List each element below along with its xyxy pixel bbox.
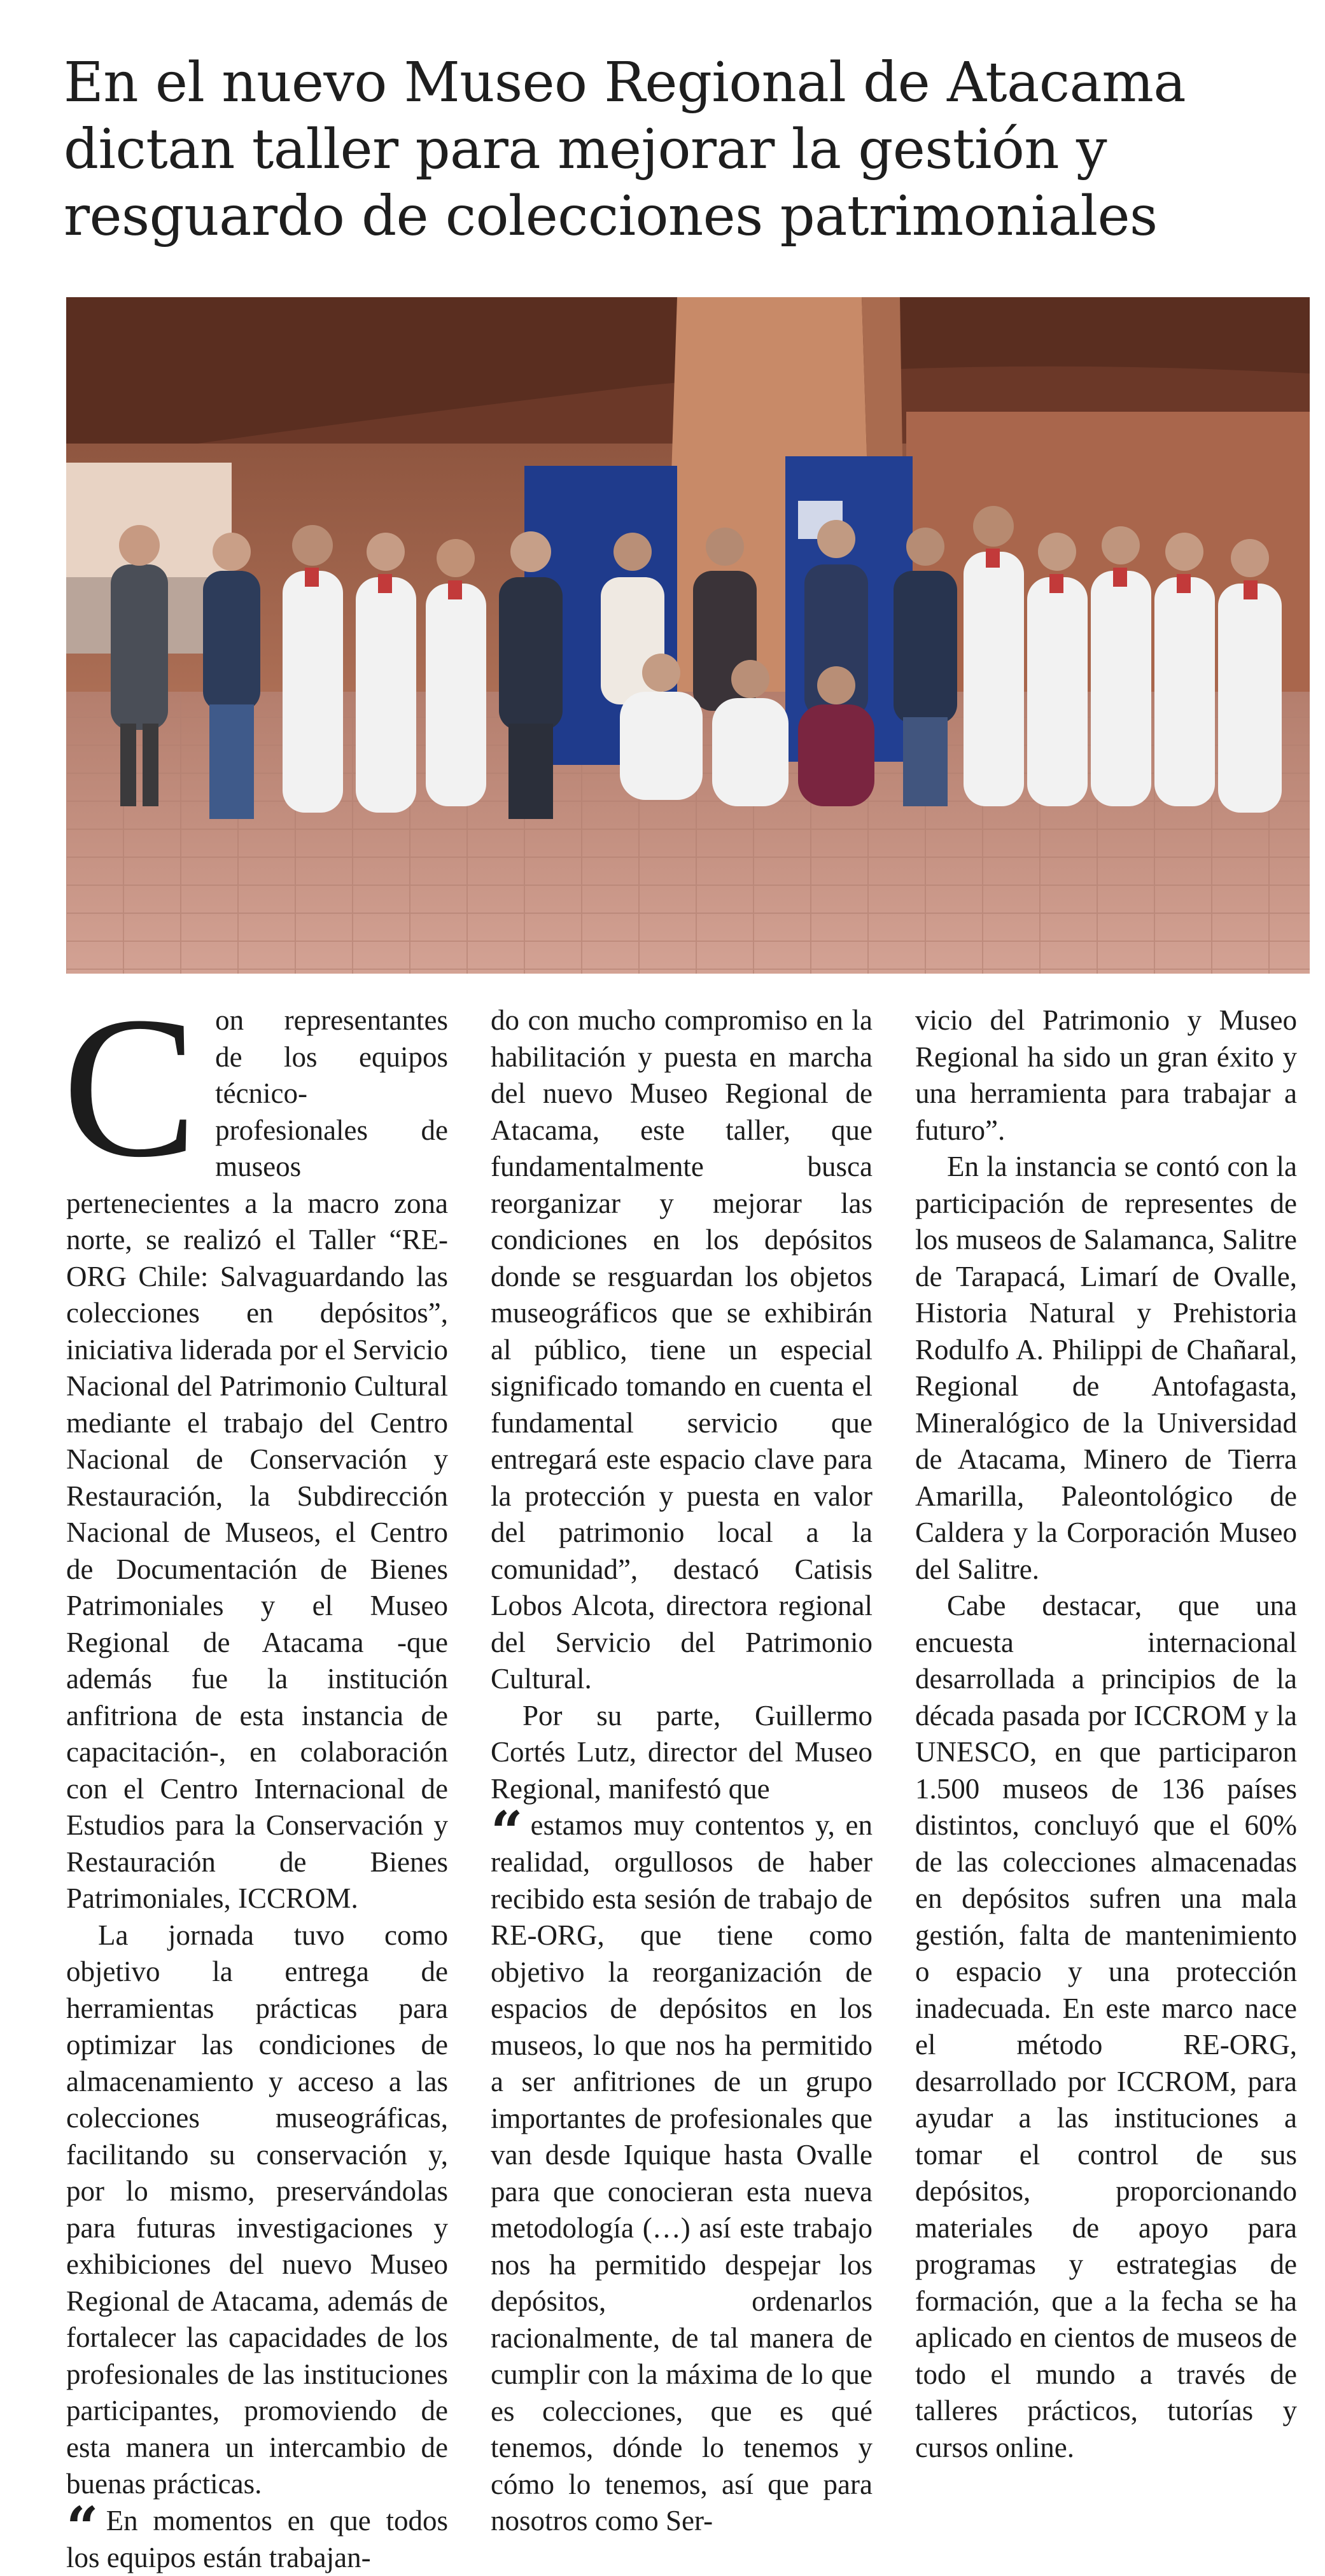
paragraph-6	[491, 1807, 873, 2540]
paragraph-7: vicio del Patrimonio y Museo Regional ha sido un gran éxito y una herramienta para trabajar a futuro”.	[915, 1002, 1297, 1149]
paragraph-6-text: estamos muy contentos y, en realidad, orgullosos de haber recibido esta sesión de trabajo de RE-ORG, que tiene como objetivo la reorganización de espacios de depósitos en los museos, lo que nos ha permitido a ser anfitriones de un grupo importantes de profesionales que van desde Iquique hasta Ovalle para que conocieran esta nueva metodología (…) así este trabajo nos ha permitido despejar los depósitos, ordenarlos racionalmente, de tal manera de cumplir con la máxima de lo que es colecciones, que es qué tenemos, dónde lo tenemos y cómo lo tenemos, así que para nosotros como Ser-	[491, 1809, 873, 2537]
group-photo	[66, 297, 1310, 974]
paragraph-3	[66, 2503, 448, 2576]
quote-mark-icon: “	[66, 2494, 99, 2560]
headline-line-3: resguardo de colecciones patrimoniales	[64, 183, 1311, 250]
paragraph-2: La jornada tuvo como objetivo la entrega de herramientas prácticas para optimizar las condiciones de almacenamiento y acceso a las colecciones museográficas, facilitando su conservación y, por lo mismo, preservándolas para futuras investigaciones y exhibiciones del nuevo Museo Regional de Atacama, además de fortalecer las capacidades de los profesionales de las instituciones participantes, promoviendo de esta manera un intercambio de buenas prácticas.	[66, 1917, 448, 2503]
drop-cap: C	[62, 1014, 197, 1164]
article-column-3	[915, 1002, 1297, 2466]
headline	[64, 50, 1311, 250]
paragraph-5: Por su parte, Guillermo Cortés Lutz, director del Museo Regional, manifestó que	[491, 1698, 873, 1808]
headline-line-1: En el nuevo Museo Regional de Atacama	[64, 50, 1311, 116]
paragraph-1-text: on representantes de los equipos técnico-profesionales de museos pertenecientes a la macro zona norte, se realizó el Taller “RE-ORG Chile: Salvaguardando las colecciones en depósitos”, iniciativa liderada por el Servicio Nacional del Patrimonio Cultural mediante el trabajo del Centro Nacional de Conservación y Restauración, la Subdirección Nacional de Museos, el Centro de Documentación de Bienes Patrimoniales y el Museo Regional de Atacama -que además fue la institución anfitriona de esta instancia de capacitación-, en colaboración con el Centro Internacional de Estudios para la Conservación y Restauración de Bienes Patrimoniales, ICCROM.	[66, 1004, 448, 1914]
headline-line-2: dictan taller para mejorar la gestión y	[64, 116, 1311, 183]
quote-mark-icon: “	[491, 1798, 523, 1865]
article-column-1	[66, 1002, 448, 2576]
paragraph-8: En la instancia se contó con la participación de representes de los museos de Salamanca, Salitre de Tarapacá, Limarí de Ovalle, Historia Natural y Prehistoria Rodulfo A. Philippi de Chañaral, Regional de Antofagasta, Mineralógico de la Universidad de Atacama, Minero de Tierra Amarilla, Paleontológico de Caldera y la Corporación Museo del Salitre.	[915, 1149, 1297, 1588]
paragraph-3-text: En momentos en que todos los equipos están trabajan-	[66, 2505, 448, 2573]
paragraph-9: Cabe destacar, que una encuesta internacional desarrollada a principios de la década pasada por ICCROM y la UNESCO, en que participaron 1.500 museos de 136 países distintos, concluyó que el 60% de las colecciones almacenadas en depósitos sufren una mala gestión, falta de mantenimiento o espacio y una protección inadecuada. En este marco nace el método RE-ORG, desarrollado por ICCROM, para ayudar a las instituciones a tomar el control de sus depósitos, proporcionando materiales de apoyo para programas y estrategias de formación, que a la fecha se ha aplicado en cientos de museos de todo el mundo a través de talleres prácticos, tutorías y cursos online.	[915, 1588, 1297, 2466]
group-photo-illustration	[66, 297, 1310, 974]
paragraph-4: do con mucho compromiso en la habilitación y puesta en marcha del nuevo Museo Regional de Atacama, este taller, que fundamentalmente busca reorganizar y mejorar las condiciones en los depósitos donde se resguardan los objetos museográficos que se exhibirán al público, tiene un especial significado tomando en cuenta el fundamental servicio que entregará este espacio clave para la protección y puesta en valor del patrimonio local a la comunidad”, destacó Catisis Lobos Alcota, directora regional del Servicio del Patrimonio Cultural.	[491, 1002, 873, 1698]
article-column-2	[491, 1002, 873, 2540]
paragraph-1	[66, 1002, 448, 1917]
article-body	[66, 1002, 1310, 2517]
